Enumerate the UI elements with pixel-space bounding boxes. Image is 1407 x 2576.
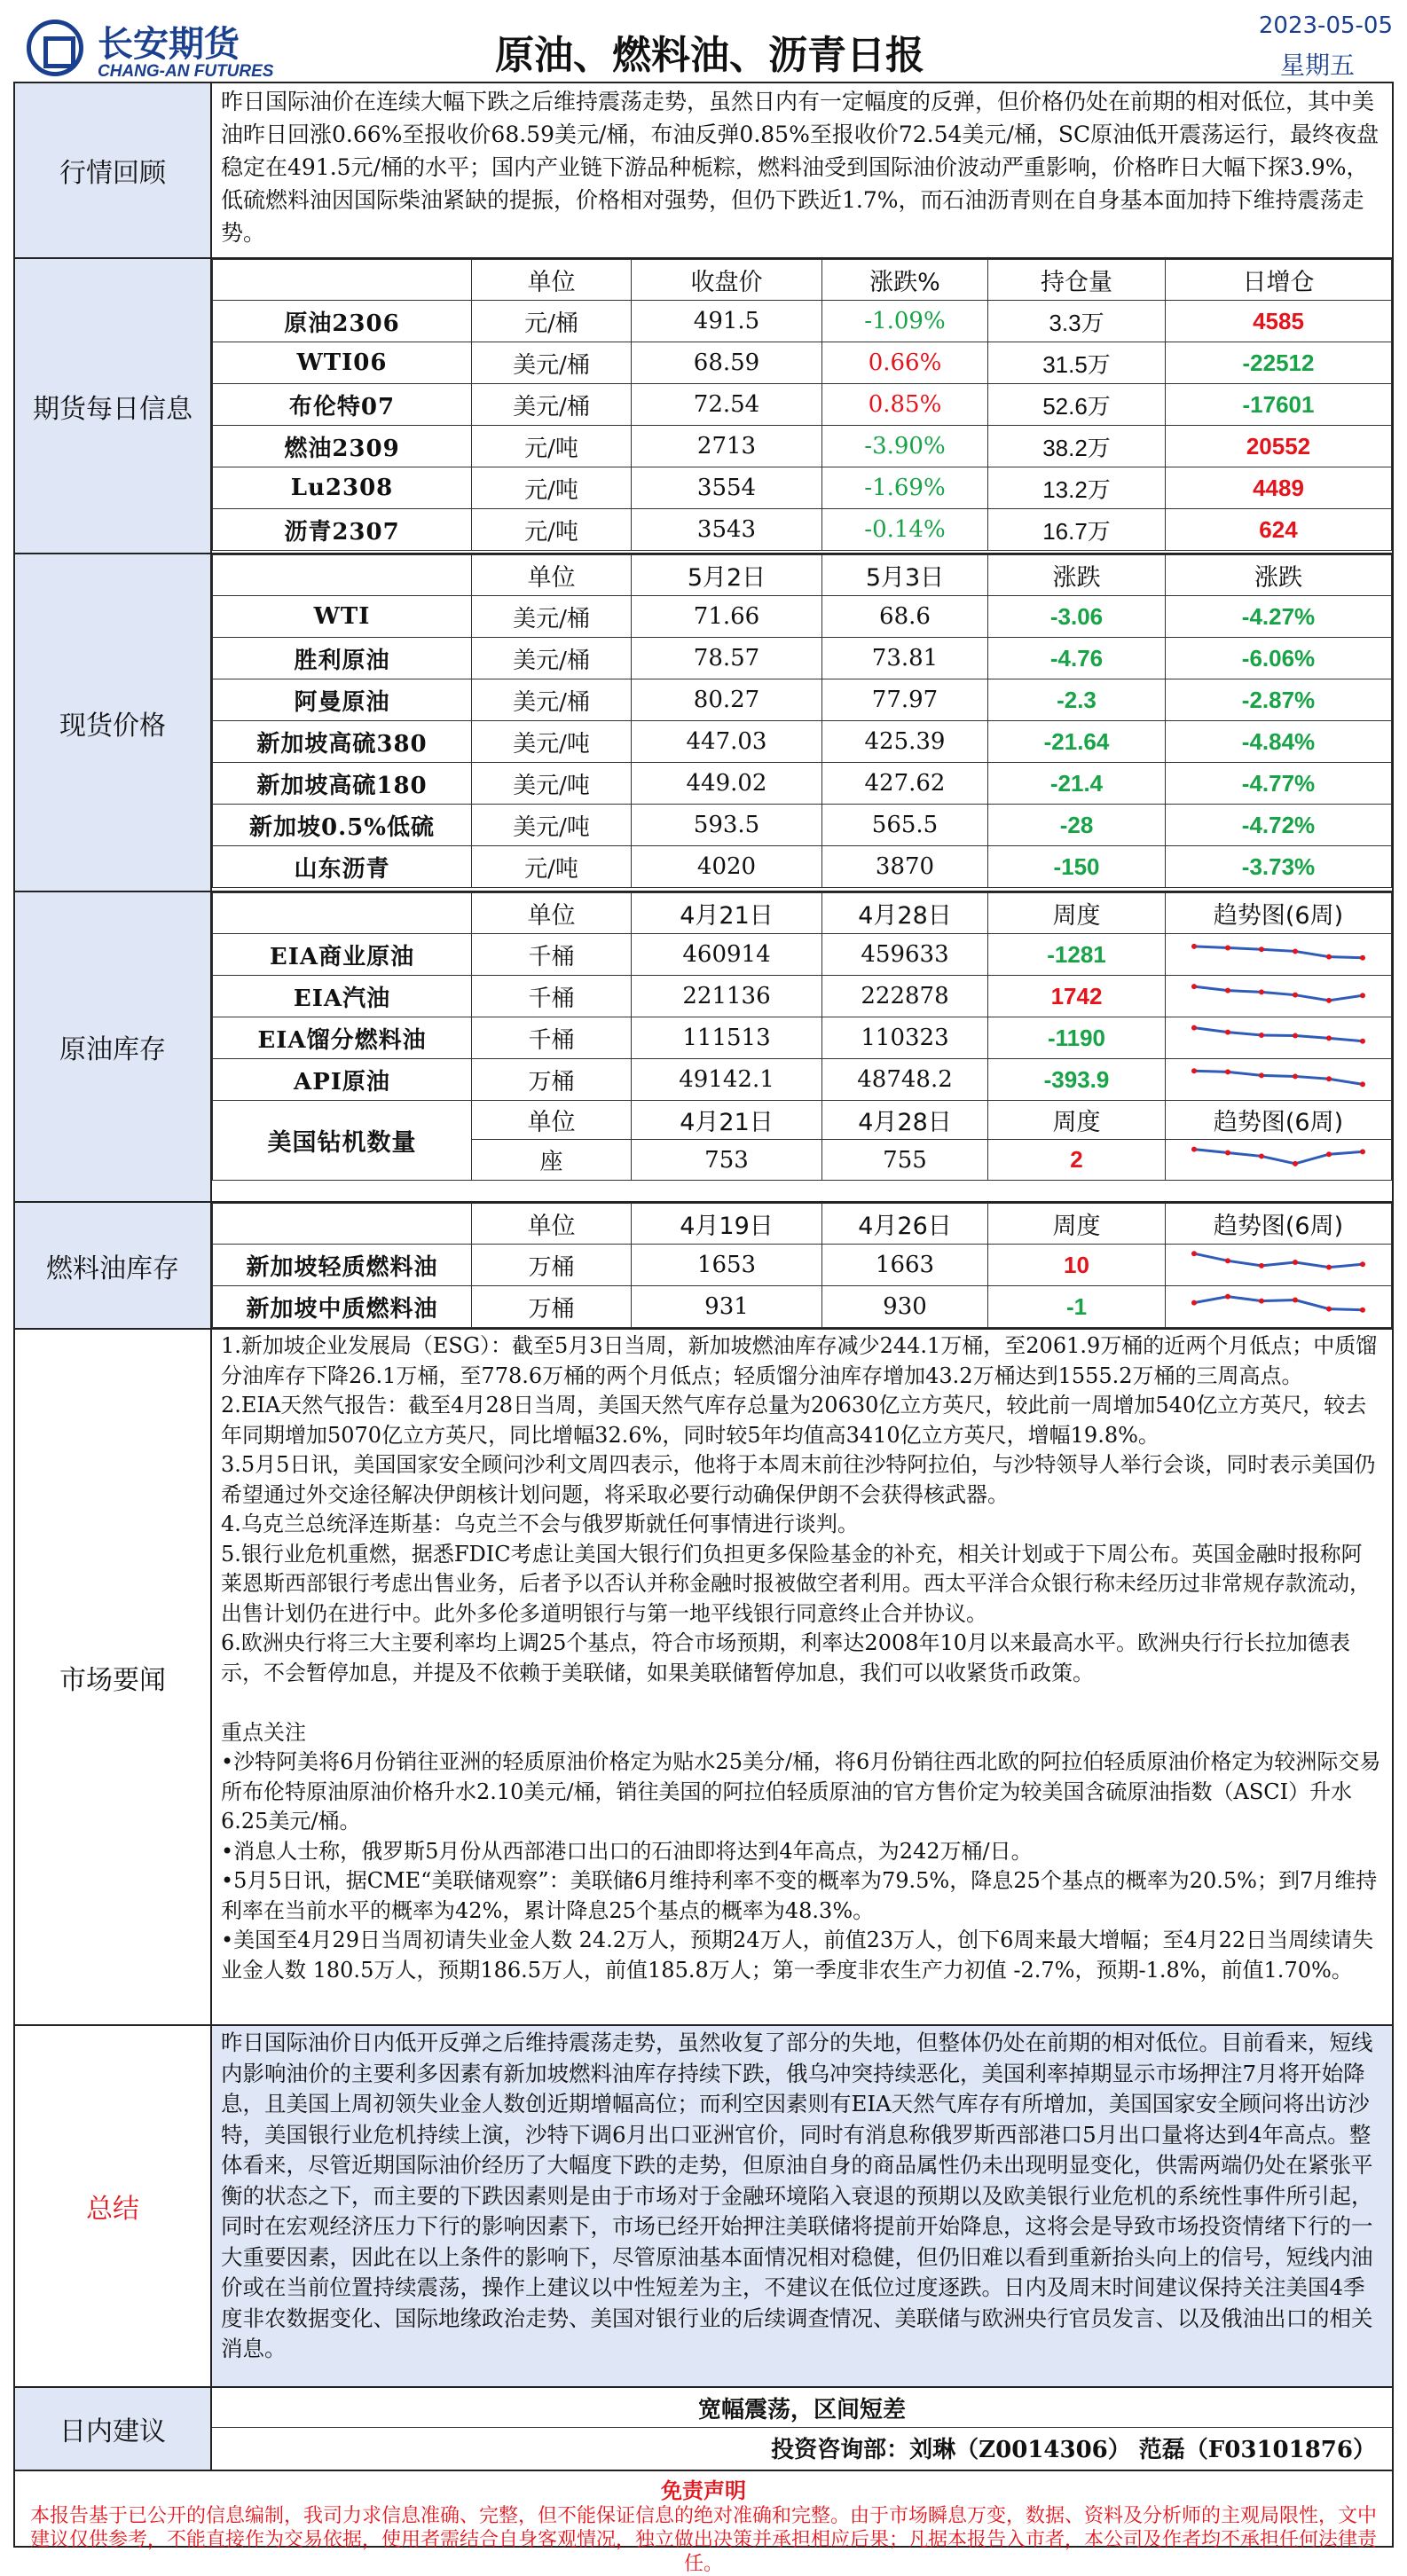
spot-section [13,553,1394,892]
unit-cell: 元/吨 [472,426,632,467]
value-week1: 111513 [632,1017,822,1059]
trend-line [1194,1150,1363,1164]
news-section [13,1328,1394,2026]
change-pct: -2.87% [1166,679,1392,721]
close-price: 2713 [632,426,822,467]
trend-chart-cell [1166,934,1392,976]
price-day1: 78.57 [632,638,822,679]
oi-change: 624 [1166,509,1392,551]
trend-point [1293,1073,1298,1079]
trend-line [1194,1027,1363,1041]
price-day1: 4020 [632,846,822,888]
table-row [213,846,1392,888]
trend-sparkline [1185,1288,1372,1320]
open-interest: 16.7万 [988,509,1166,551]
change-pct: -4.27% [1166,596,1392,638]
table-row [213,1245,1392,1286]
trend-point [1225,945,1230,950]
price-day2: 68.6 [822,596,988,638]
review-text: 昨日国际油价在连续大幅下跌之后维持震荡走势，虽然日内有一定幅度的反弹，但价格仍处在前期的相对低位，其中美油昨日回涨0.66%至报收价68.59美元/桶，布油反弹0.85%至报收价72.54美元/桶，SC原油低开震荡运行，最终夜盘稳定在491.5元/桶的水平；国内产业链下游品种栀粽，燃料油受到国际油价波动严重影响，价格昨日大幅下探3.9%，低硫燃料油因国际柴油紧缺的提振，价格相对强势，但仍下跌近1.7%，而石油沥青则在自身基本面加持下维持震荡走势。 [221,89,1379,246]
table-row [213,1017,1392,1059]
consultant-info: 投资咨询部：刘琳（Z0014306） 范磊（F03101876） [771,2437,1376,2463]
column-header: 周度 [988,893,1166,934]
change-pct: -4.84% [1166,721,1392,763]
unit-cell: 千桶 [472,1017,632,1059]
summary-section [13,2024,1394,2388]
trend-point [1225,1029,1230,1034]
row-name: EIA馏分燃料油 [213,1017,472,1059]
open-interest: 13.2万 [988,467,1166,509]
row-name: EIA汽油 [213,976,472,1017]
row-name: API原油 [213,1059,472,1101]
column-header [213,555,472,596]
table-row [213,467,1392,509]
column-header: 5月3日 [822,555,988,596]
column-header: 5月2日 [632,555,822,596]
price-day1: 449.02 [632,763,822,805]
row-name: 山东沥青 [213,846,472,888]
unit-cell: 万桶 [472,1286,632,1328]
weekly-change: -393.9 [988,1059,1166,1101]
value-week1: 221136 [632,976,822,1017]
unit-cell: 元/吨 [472,509,632,551]
table-header-row [213,893,1392,934]
change-pct: -3.73% [1166,846,1392,888]
trend-point [1225,1293,1230,1299]
table-row [213,638,1392,679]
row-name: 美国钻机数量 [213,1101,472,1181]
table-row [213,976,1392,1017]
trend-point [1259,989,1264,994]
column-header: 单位 [472,1101,632,1140]
section-label: 总结 [15,2026,212,2386]
unit-cell: 元/吨 [472,467,632,509]
price-day2: 425.39 [822,721,988,763]
price-day1: 80.27 [632,679,822,721]
close-price: 68.59 [632,342,822,384]
change-pct: -0.14% [822,509,988,551]
unit-cell: 美元/桶 [472,384,632,426]
value-week2: 48748.2 [822,1059,988,1101]
oi-change: -17601 [1166,384,1392,426]
trend-point [1326,997,1332,1002]
oi-change: -22512 [1166,342,1392,384]
table-row [213,763,1392,805]
trend-point [1360,1149,1365,1154]
rig-header-row [213,1101,1392,1140]
change-pct: -6.06% [1166,638,1392,679]
unit-cell: 美元/桶 [472,596,632,638]
change-pct: -4.72% [1166,805,1392,846]
price-day2: 565.5 [822,805,988,846]
table-row [213,721,1392,763]
trend-point [1259,1153,1264,1158]
trend-point [1259,1298,1264,1303]
trend-point [1293,1033,1298,1038]
trend-point [1326,1151,1332,1157]
column-header: 涨跌 [988,555,1166,596]
column-header: 日增仓 [1166,260,1392,301]
unit-cell: 元/吨 [472,846,632,888]
value-week1: 753 [632,1140,822,1181]
table-row [213,509,1392,551]
futures-table [212,259,1392,551]
trend-sparkline [1185,1019,1372,1051]
disclaimer-text: 本报告基于已公开的信息编制，我司力求信息准确、完整，但不能保证信息的绝对准确和完整。由于市场瞬息万变，数据、资料及分析师的主观局限性，文中建议仅供参考，不能直接作为交易依据，使用者需结合自身客观情况，独立做出决策并承担相应后果；凡据本报告入市者，本公司及作者均不承担任何法律责任。 [29,2505,1377,2575]
trend-point [1360,1261,1365,1267]
column-header: 周度 [988,1204,1166,1245]
weekly-change: -1281 [988,934,1166,976]
table-header-row [213,555,1392,596]
change-value: -28 [988,805,1166,846]
unit-cell: 万桶 [472,1245,632,1286]
inventory-section [13,891,1394,1203]
trend-chart-cell [1166,1245,1392,1286]
row-name: Lu2308 [213,467,472,509]
unit-cell: 万桶 [472,1059,632,1101]
unit-cell: 美元/桶 [472,342,632,384]
change-pct: -4.77% [1166,763,1392,805]
trend-point [1191,943,1197,948]
column-header [213,1204,472,1245]
close-price: 3554 [632,467,822,509]
unit-cell: 座 [472,1140,632,1181]
oi-change: 4489 [1166,467,1392,509]
weekly-change: 2 [988,1140,1166,1181]
value-week2: 1663 [822,1245,988,1286]
column-header: 4月21日 [632,1101,822,1140]
change-value: -3.06 [988,596,1166,638]
trend-sparkline [1185,936,1372,968]
row-name: 新加坡高硫180 [213,763,472,805]
column-header: 趋势图(6周) [1166,1204,1392,1245]
change-value: -4.76 [988,638,1166,679]
section-label: 行情回顾 [15,83,212,257]
price-day1: 593.5 [632,805,822,846]
close-price: 72.54 [632,384,822,426]
value-week2: 222878 [822,976,988,1017]
table-row [213,384,1392,426]
column-header: 单位 [472,555,632,596]
unit-cell: 千桶 [472,934,632,976]
section-label: 现货价格 [15,554,212,891]
spot-table [212,554,1392,888]
trend-point [1225,1258,1230,1263]
column-header: 涨跌% [822,260,988,301]
column-header: 4月19日 [632,1204,822,1245]
column-header: 4月21日 [632,893,822,934]
trend-point [1326,1264,1332,1269]
logo-mark-icon [27,20,83,76]
column-header: 单位 [472,260,632,301]
logo-text-cn: 长安期货 [98,24,240,65]
unit-cell: 美元/吨 [472,721,632,763]
trend-point [1191,1251,1197,1256]
trend-point [1259,1072,1264,1078]
column-header: 涨跌 [1166,555,1392,596]
trend-point [1259,1033,1264,1038]
advice-text: 宽幅震荡，区间短差 [212,2388,1392,2428]
trend-sparkline [1185,978,1372,1009]
table-row [213,805,1392,846]
trend-sparkline [1185,1061,1372,1093]
column-header: 单位 [472,1204,632,1245]
weekly-change: 10 [988,1245,1166,1286]
row-name: 新加坡轻质燃料油 [213,1245,472,1286]
value-week2: 459633 [822,934,988,976]
trend-point [1259,1262,1264,1268]
change-value: -21.64 [988,721,1166,763]
table-row [213,679,1392,721]
change-pct: -1.09% [822,301,988,342]
unit-cell: 美元/桶 [472,679,632,721]
table-header-row [213,1204,1392,1245]
open-interest: 38.2万 [988,426,1166,467]
table-row [213,301,1392,342]
summary-text: 昨日国际油价日内低开反弹之后维持震荡走势，虽然收复了部分的失地，但整体仍处在前期的相对低位。目前看来，短线内影响油价的主要利多因素有新加坡燃料油库存持续下跌，俄乌冲突持续恶化，美国利率掉期显示市场押注7月将开始降息，且美国上周初领失业金人数创近期增幅高位；而利空因素则有EIA天然气库存有所增加，美国国家安全顾问将出访沙特，美国银行业危机持续上演，沙特下调6月出口亚洲官价，同时有消息称俄罗斯西部港口5月出口量将达到4年高点。整体看来，尽管近期国际油价经历了大幅度下跌的走势，但原油自身的商品属性仍未出现明显变化，供需两端仍处在紧张平衡的状态之下，而主要的下跌因素则是由于市场对于金融环境陷入衰退的预期以及欧美银行业危机的系统性事件所引起，同时在宏观经济压力下行的影响因素下，市场已经开始押注美联储将提前开始降息，这将会是导致市场投资情绪下行的一大重要因素，因此在以上条件的影响下，尽管原油基本面情况相对稳健，但仍旧难以看到重新抬头向上的信号，短线内油价或在当前位置持续震荡，操作上建议以中性短差为主，不建议在低位过度逐跌。日内及周末时间建议保持关注美国4季度非农数据变化、国际地缘政治走势、美国对银行业的后续调查情况、美联储与欧洲央行官员发言、以及俄油出口的相关消息。 [221,2030,1373,2361]
price-day1: 447.03 [632,721,822,763]
price-day2: 73.81 [822,638,988,679]
trend-point [1259,946,1264,952]
row-name: 原油2306 [213,301,472,342]
column-header: 4月26日 [822,1204,988,1245]
column-header: 4月28日 [822,1101,988,1140]
trend-point [1191,1147,1197,1152]
trend-point [1293,1297,1298,1302]
trend-point [1293,948,1298,954]
disclaimer-title: 免责声明 [661,2478,746,2503]
open-interest: 52.6万 [988,384,1166,426]
column-header: 趋势图(6周) [1166,1101,1392,1140]
column-header: 4月28日 [822,893,988,934]
value-week1: 49142.1 [632,1059,822,1101]
section-label: 市场要闻 [15,1330,212,2024]
trend-point [1293,1260,1298,1265]
value-week2: 930 [822,1286,988,1328]
trend-chart-cell [1166,1059,1392,1101]
trend-line [1194,1253,1363,1267]
trend-line [1194,1071,1363,1084]
close-price: 491.5 [632,301,822,342]
section-label: 燃料油库存 [15,1203,212,1328]
trend-point [1191,1300,1197,1305]
value-week2: 110323 [822,1017,988,1059]
trend-sparkline [1185,1246,1372,1278]
trend-point [1360,1307,1365,1312]
table-header-row [213,260,1392,301]
column-header: 单位 [472,893,632,934]
oi-change: 4585 [1166,301,1392,342]
row-name: 新加坡0.5%低硫 [213,805,472,846]
trend-point [1326,1306,1332,1311]
change-pct: -1.69% [822,467,988,509]
table-row [213,934,1392,976]
section-label: 期货每日信息 [15,259,212,553]
unit-cell: 美元/吨 [472,763,632,805]
fuel-inventory-section [13,1201,1394,1330]
column-header: 周度 [988,1101,1166,1140]
value-week1: 460914 [632,934,822,976]
row-name: 新加坡中质燃料油 [213,1286,472,1328]
change-pct: 0.66% [822,342,988,384]
change-pct: 0.85% [822,384,988,426]
report-date: 2023-05-05 [1258,12,1393,39]
open-interest: 3.3万 [988,301,1166,342]
trend-point [1225,1069,1230,1074]
fuel-inventory-table [212,1203,1392,1328]
table-row [213,426,1392,467]
trend-line [1194,946,1363,957]
advice-section [13,2386,1394,2471]
row-name: 沥青2307 [213,509,472,551]
weekly-change: -1190 [988,1017,1166,1059]
column-header: 趋势图(6周) [1166,893,1392,934]
value-week1: 1653 [632,1245,822,1286]
open-interest: 31.5万 [988,342,1166,384]
trend-line [1194,986,1363,1001]
trend-point [1293,1161,1298,1166]
trend-point [1191,1068,1197,1073]
column-header: 收盘价 [632,260,822,301]
trend-chart-cell [1166,1286,1392,1328]
row-name: 阿曼原油 [213,679,472,721]
value-week1: 931 [632,1286,822,1328]
futures-section [13,257,1394,554]
change-value: -2.3 [988,679,1166,721]
report-title: 原油、燃料油、沥青日报 [495,33,924,78]
trend-point [1360,954,1365,960]
column-header [213,893,472,934]
unit-cell: 千桶 [472,976,632,1017]
price-day2: 3870 [822,846,988,888]
trend-sparkline [1185,1141,1372,1173]
price-day1: 71.66 [632,596,822,638]
trend-chart-cell [1166,976,1392,1017]
unit-cell: 美元/吨 [472,805,632,846]
table-row [213,596,1392,638]
row-name: EIA商业原油 [213,934,472,976]
trend-point [1326,954,1332,959]
row-name: WTI06 [213,342,472,384]
unit-cell: 元/桶 [472,301,632,342]
trend-point [1360,1038,1365,1043]
trend-point [1191,984,1197,989]
table-row [213,1059,1392,1101]
value-week2: 755 [822,1140,988,1181]
weekly-change: 1742 [988,976,1166,1017]
change-value: -21.4 [988,763,1166,805]
section-label: 日内建议 [15,2388,212,2470]
section-label: 原油库存 [15,892,212,1201]
row-name: WTI [213,596,472,638]
news-text: 1.新加坡企业发展局（ESG）：截至5月3日当周，新加坡燃油库存减少244.1万桶，至2061.9万桶的近两个月低点；中质馏分油库存下降26.1万桶，至778.6万桶的两个月低点；轻质馏分油库存增加43.2万桶达到1555.2万桶的三周高点。 2.EIA天然气报告：截至4月28日当周，美国天然气库存总量为20630亿立方英尺，较此前一周增加540亿立方英尺，较去年同期增加5070亿立方英尺，同比增幅32.6%，同时较5年均值高3410亿立方英尺，增幅19.8%。 3.5月5日讯，美国国家安全顾问沙利文周四表示，他将于本周末前往沙特阿拉伯，与沙特领导人举行会谈，同时表示美国仍希望通过外交途径解决伊朗核计划问题，将采取必要行动确保伊朗不会获得核武器。 4.乌克兰总统泽连斯基：乌克兰不会与俄罗斯就任何事情进行谈判。 5.银行业危机重燃，据悉FDIC考虑让美国大银行们负担更多保险基金的补充，相关计划或于下周公布。英国金融时报称阿莱恩斯西部银行考虑出售业务，后者予以否认并称金融时报被做空者利用。西太平洋合众银行称未经历过非常规存款流动，出售计划仍在进行中。此外多伦多道明银行与第一地平线银行同意终止合并协议。 6.欧洲央行将三大主要利率均上调25个基点，符合市场预期，利率达2008年10月以来最高水平。欧洲央行行长拉加德表示，不会暂停加息，并提及不依赖于美联储，如果美联储暂停加息，我们可以收紧货币政策。 重点关注 •沙特阿美将6月份销往亚洲的轻质原油价格定为贴水25美分/桶，将6月份销往西北欧的阿拉伯轻质原油价格定为较洲际交易所布伦特原油原油价格升水2.10美元/桶，销往美国的阿拉伯轻质原油的官方售价定为较美国含硫原油指数（ASCI）升水6.25美元/桶。 •消息人士称，俄罗斯5月份从西部港口出口的石油即将达到4年高点，为242万桶/日。 •5月5日讯，据CME“美联储观察”：美联储6月维持利率不变的概率为79.5%，降息25个基点的概率为20.5%；到7月维持利率在当前水平的概率为42%，累计降息25个基点的概率为48.3%。 •美国至4月29日当周初请失业金人数 24.2万人，预期24万人，前值23万人，创下6周来最大增幅；至4月22日当周续请失业金人数 180.5万人，预期186.5万人，前值185.8万人；第一季度非农生产力初值 -2.7%，预期-1.8%，前值1.70%。 [221,1333,1381,1983]
unit-cell: 美元/桶 [472,638,632,679]
change-pct: -3.90% [822,426,988,467]
change-value: -150 [988,846,1166,888]
disclaimer [13,2470,1394,2575]
trend-point [1225,987,1230,993]
logo-text-en: CHANG-AN FUTURES [98,62,274,81]
trend-point [1326,1076,1332,1081]
inventory-table [212,892,1392,1181]
column-header [213,260,472,301]
row-name: 燃油2309 [213,426,472,467]
price-day2: 427.62 [822,763,988,805]
row-name: 布伦特07 [213,384,472,426]
close-price: 3543 [632,509,822,551]
trend-point [1360,993,1365,998]
row-name: 胜利原油 [213,638,472,679]
trend-chart-cell [1166,1017,1392,1059]
trend-point [1225,1151,1230,1156]
table-row [213,1286,1392,1328]
column-header: 持仓量 [988,260,1166,301]
trend-point [1360,1081,1365,1087]
trend-point [1326,1035,1332,1041]
report-weekday: 星期五 [1279,51,1355,80]
trend-point [1293,992,1298,997]
review-section [13,82,1394,259]
table-row [213,342,1392,384]
trend-line [1194,1296,1363,1309]
trend-point [1191,1025,1197,1030]
row-name: 新加坡高硫380 [213,721,472,763]
trend-chart-cell [1166,1140,1392,1181]
price-day2: 77.97 [822,679,988,721]
company-logo [27,16,274,81]
oi-change: 20552 [1166,426,1392,467]
weekly-change: -1 [988,1286,1166,1328]
